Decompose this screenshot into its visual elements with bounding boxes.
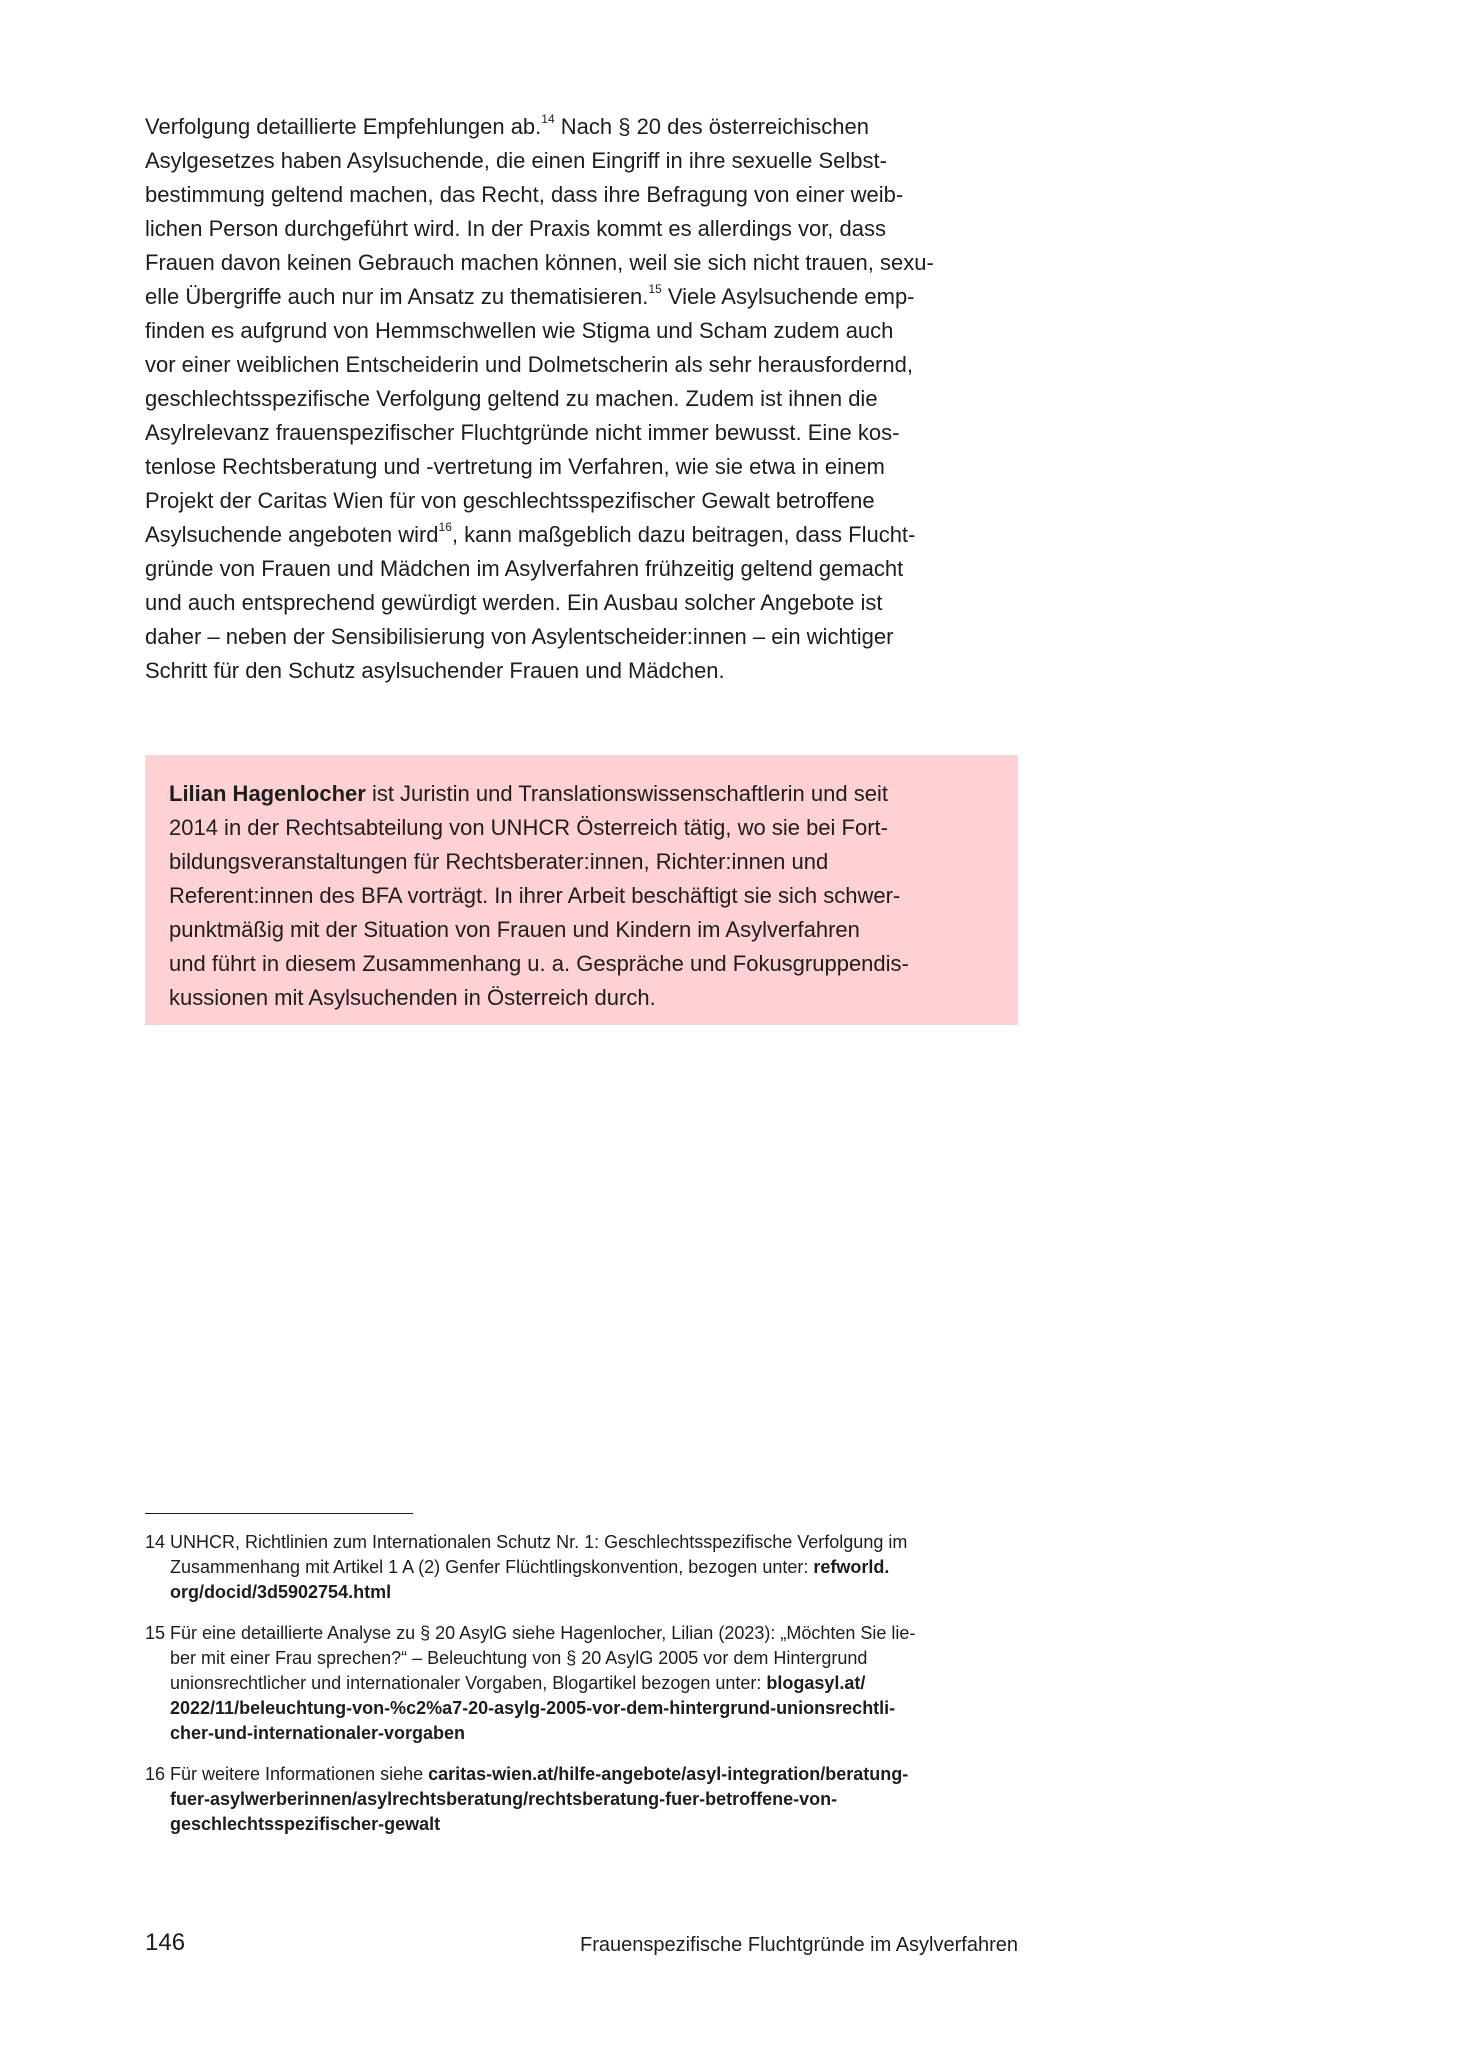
footnote-link[interactable]: caritas-wien.at/hilfe-angebote/asyl-integration/beratung- — [428, 1764, 909, 1784]
footnote-divider — [145, 1513, 413, 1514]
footnote-text — [170, 1530, 907, 1605]
footnote — [145, 1530, 1025, 1605]
bio-line: bildungsveranstaltungen für Rechtsberater:innen, Richter:innen und — [169, 849, 829, 874]
footnote-link[interactable]: refworld. — [813, 1557, 890, 1577]
bio-line: und führt in diesem Zusammenhang u. a. Gespräche und Fokusgruppendis- — [169, 951, 909, 976]
body-line: lichen Person durchgeführt wird. In der Praxis kommt es allerdings vor, dass — [145, 216, 886, 241]
footnote-ref: 16 — [438, 520, 452, 534]
footnote-link[interactable]: cher-und-internationaler-vorgaben — [170, 1723, 466, 1743]
bio-text-segment: ist Juristin und Translationswissenschaftlerin und seit — [365, 781, 888, 806]
footnote-line — [170, 1721, 915, 1746]
body-line: tenlose Rechtsberatung und -vertretung im Verfahren, wie sie etwa in einem — [145, 454, 885, 479]
footnote-line — [170, 1696, 915, 1721]
running-title: Frauenspezifische Fluchtgründe im Asylverfahren — [580, 1934, 1018, 1956]
body-line: gründe von Frauen und Mädchen im Asylverfahren frühzeitig geltend gemacht — [145, 556, 904, 581]
bio-line — [169, 777, 994, 811]
body-line — [145, 280, 1045, 314]
body-text-segment: Asylsuchende angeboten wird — [145, 522, 439, 547]
footnote-line — [170, 1555, 907, 1580]
footnote-ref: 14 — [541, 112, 555, 126]
footnote-text-segment: unionsrechtlicher und internationaler Vorgaben, Blogartikel bezogen unter: — [170, 1673, 767, 1693]
body-line: und auch entsprechend gewürdigt werden. Ein Ausbau solcher Angebote ist — [145, 590, 883, 615]
footnote-link[interactable]: blogasyl.at/ — [766, 1673, 866, 1693]
body-line: geschlechtsspezifische Verfolgung geltend zu machen. Zudem ist ihnen die — [145, 386, 878, 411]
footnote-line — [170, 1812, 908, 1837]
body-line: finden es aufgrund von Hemmschwellen wie Stigma und Scham zudem auch — [145, 318, 894, 343]
body-line — [145, 110, 1045, 144]
body-text-segment: Nach § 20 des österreichischen — [554, 114, 869, 139]
footnote-link[interactable]: 2022/11/beleuchtung-von-%c2%a7-20-asylg-2005-vor-dem-hintergrund-unionsrechtli- — [170, 1698, 896, 1718]
footnote-line: UNHCR, Richtlinien zum Internationalen Schutz Nr. 1: Geschlechtsspezifische Verfolgung im — [170, 1532, 908, 1552]
body-line: Asylrelevanz frauenspezifischer Fluchtgründe nicht immer bewusst. Eine kos- — [145, 420, 900, 445]
author-name: Lilian Hagenlocher — [169, 781, 366, 806]
footnote — [145, 1762, 1025, 1837]
author-bio-box — [145, 755, 1018, 1025]
body-text-segment: elle Übergriffe auch nur im Ansatz zu thematisieren. — [145, 284, 649, 309]
body-text-segment: Verfolgung detaillierte Empfehlungen ab. — [145, 114, 542, 139]
footnote — [145, 1621, 1025, 1746]
body-line: daher – neben der Sensibilisierung von Asylentscheider:innen – ein wichtiger — [145, 624, 894, 649]
body-line: Frauen davon keinen Gebrauch machen können, weil sie sich nicht trauen, sexu- — [145, 250, 934, 275]
footnote-line: Für eine detaillierte Analyse zu § 20 AsylG siehe Hagenlocher, Lilian (2023): „Möchten Sie lie- — [170, 1623, 916, 1643]
footnote-line — [170, 1762, 908, 1787]
body-line: Projekt der Caritas Wien für von geschlechtsspezifischer Gewalt betroffene — [145, 488, 875, 513]
footnote-link[interactable]: geschlechtsspezifischer-gewalt — [170, 1814, 441, 1834]
footnote-link[interactable]: org/docid/3d5902754.html — [170, 1582, 392, 1602]
body-line — [145, 518, 1045, 552]
footnote-text — [170, 1621, 915, 1746]
footnote-text-segment: Zusammenhang mit Artikel 1 A (2) Genfer Flüchtlingskonvention, bezogen unter: — [170, 1557, 814, 1577]
footnote-link[interactable]: fuer-asylwerberinnen/asylrechtsberatung/rechtsberatung-fuer-betroffene-von- — [170, 1789, 838, 1809]
footnotes — [145, 1530, 1025, 1853]
body-paragraph — [145, 110, 1045, 688]
footnote-text — [170, 1762, 908, 1837]
bio-line: 2014 in der Rechtsabteilung von UNHCR Österreich tätig, wo sie bei Fort- — [169, 815, 888, 840]
footnote-ref: 15 — [648, 282, 662, 296]
footnote-line — [170, 1787, 908, 1812]
body-text-segment: , kann maßgeblich dazu beitragen, dass Flucht- — [451, 522, 916, 547]
footnote-line — [170, 1671, 915, 1696]
body-text-segment: Viele Asylsuchende emp- — [661, 284, 915, 309]
body-line: bestimmung geltend machen, das Recht, dass ihre Befragung von einer weib- — [145, 182, 904, 207]
body-line: Schritt für den Schutz asylsuchender Frauen und Mädchen. — [145, 658, 725, 683]
bio-line: kussionen mit Asylsuchenden in Österreich durch. — [169, 985, 656, 1010]
body-line: Asylgesetzes haben Asylsuchende, die einen Eingriff in ihre sexuelle Selbst- — [145, 148, 887, 173]
footnote-text-segment: Für weitere Informationen siehe — [170, 1764, 429, 1784]
bio-line: Referent:innen des BFA vorträgt. In ihrer Arbeit beschäftigt sie sich schwer- — [169, 883, 901, 908]
body-line: vor einer weiblichen Entscheiderin und Dolmetscherin als sehr herausfordernd, — [145, 352, 913, 377]
bio-line: punktmäßig mit der Situation von Frauen und Kindern im Asylverfahren — [169, 917, 860, 942]
page-number: 146 — [145, 1929, 186, 1956]
footnote-number: 15 — [145, 1623, 166, 1643]
footnote-number: 14 — [145, 1532, 166, 1552]
footnote-line: ber mit einer Frau sprechen?“ – Beleuchtung von § 20 AsylG 2005 vor dem Hintergrund — [170, 1648, 868, 1668]
footnote-number: 16 — [145, 1764, 166, 1784]
footnote-line — [170, 1580, 907, 1605]
